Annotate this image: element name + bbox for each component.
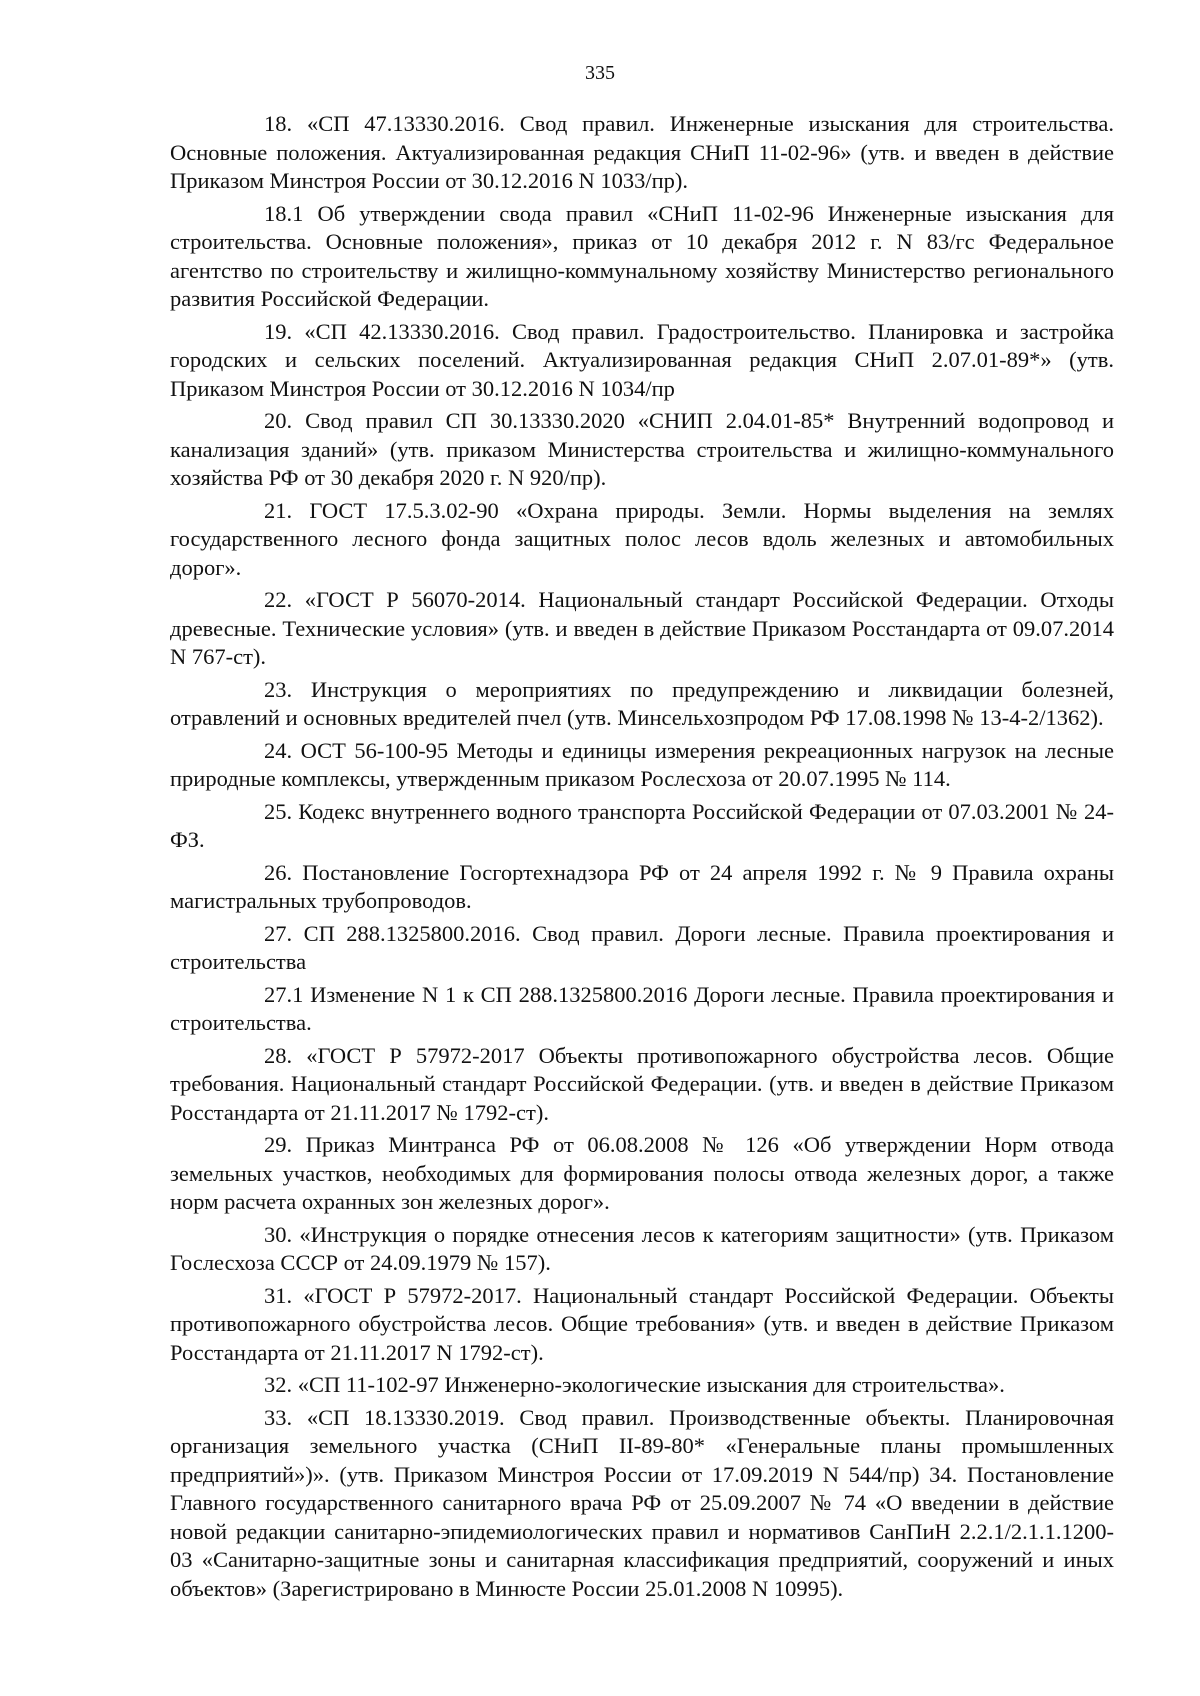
reference-item-33: 33. «СП 18.13330.2019. Свод правил. Производственные объекты. Планировочная организация земельного участка (СНиП II-89-80* «Генеральные планы промышленных предприятий»)». (утв. Приказом Минстроя России от 17.09.2019 N 544/пр) 34. Постановление Главного государственного санитарного врача РФ от 25.09.2007 № 74 «О введении в действие новой редакции санитарно-эпидемиологических правил и нормативов СанПиН 2.2.1/2.1.1.1200-03 «Санитарно-защитные зоны и санитарная классификация предприятий, сооружений и иных объектов» (Зарегистрировано в Минюсте России 25.01.2008 N 10995).	[170, 1404, 1114, 1601]
reference-item-27: 27. СП 288.1325800.2016. Свод правил. Дороги лесные. Правила проектирования и строительства	[170, 920, 1114, 974]
reference-item-27-1: 27.1 Изменение N 1 к СП 288.1325800.2016 Дороги лесные. Правила проектирования и строительства.	[170, 981, 1114, 1035]
reference-item-24: 24. ОСТ 56-100-95 Методы и единицы измерения рекреационных нагрузок на лесные природные комплексы, утвержденным приказом Рослесхоза от 20.07.1995 № 114.	[170, 737, 1114, 791]
reference-item-20: 20. Свод правил СП 30.13330.2020 «СНИП 2.04.01-85* Внутренний водопровод и канализация зданий» (утв. приказом Министерства строительства и жилищно-коммунального хозяйства РФ от 30 декабря 2020 г. N 920/пр).	[170, 408, 1114, 490]
reference-item-26: 26. Постановление Госгортехнадзора РФ от 24 апреля 1992 г. № 9 Правила охраны магистральных трубопроводов.	[170, 859, 1114, 913]
page-number: 335	[585, 62, 615, 84]
reference-item-32: 32. «СП 11-102-97 Инженерно-экологические изыскания для строительства».	[264, 1372, 1005, 1397]
reference-item-21: 21. ГОСТ 17.5.3.02-90 «Охрана природы. Земли. Нормы выделения на землях государственного лесного фонда защитных полос лесов вдоль железных и автомобильных дорог».	[170, 497, 1114, 580]
references-list	[170, 110, 1114, 1607]
reference-item-18-1: 18.1 Об утверждении свода правил «СНиП 11-02-96 Инженерные изыскания для строительства. Основные положения», приказ от 10 декабря 2012 г. N 83/гс Федеральное агентство по строительству и жилищно-коммунальному хозяйству Министерство регионального развития Российской Федерации.	[170, 200, 1114, 311]
reference-item-25: 25. Кодекс внутреннего водного транспорта Российской Федерации от 07.03.2001 № 24-ФЗ.	[170, 798, 1114, 852]
reference-item-28: 28. «ГОСТ Р 57972-2017 Объекты противопожарного обустройства лесов. Общие требования. Национальный стандарт Российской Федерации. (утв. и введен в действие Приказом Росстандарта от 21.11.2017 № 1792-ст).	[170, 1042, 1114, 1125]
reference-item-22: 22. «ГОСТ Р 56070-2014. Национальный стандарт Российской Федерации. Отходы древесные. Технические условия» (утв. и введен в действие Приказом Росстандарта от 09.07.2014 N 767-ст).	[170, 587, 1114, 669]
reference-item-29: 29. Приказ Минтранса РФ от 06.08.2008 № 126 «Об утверждении Норм отвода земельных участков, необходимых для формирования полосы отвода железных дорог, а также норм расчета охранных зон железных дорог».	[170, 1132, 1114, 1214]
reference-item-23: 23. Инструкция о мероприятиях по предупреждению и ликвидации болезней, отравлений и основных вредителей пчел (утв. Минсельхозпродом РФ 17.08.1998 № 13-4-2/1362).	[170, 676, 1114, 730]
reference-item-31: 31. «ГОСТ Р 57972-2017. Национальный стандарт Российской Федерации. Объекты противопожарного обустройства лесов. Общие требования» (утв. и введен в действие Приказом Росстандарта от 21.11.2017 N 1792-ст).	[170, 1282, 1114, 1365]
reference-item-18: 18. «СП 47.13330.2016. Свод правил. Инженерные изыскания для строительства. Основные положения. Актуализированная редакция СНиП 11-02-96» (утв. и введен в действие Приказом Минстроя России от 30.12.2016 N 1033/пр).	[170, 111, 1114, 193]
reference-item-19: 19. «СП 42.13330.2016. Свод правил. Градостроительство. Планировка и застройка городских и сельских поселений. Актуализированная редакция СНиП 2.07.01-89*» (утв. Приказом Минстроя России от 30.12.2016 N 1034/пр	[170, 318, 1114, 401]
reference-item-30: 30. «Инструкция о порядке отнесения лесов к категориям защитности» (утв. Приказом Гослесхоза СССР от 24.09.1979 № 157).	[170, 1221, 1114, 1275]
